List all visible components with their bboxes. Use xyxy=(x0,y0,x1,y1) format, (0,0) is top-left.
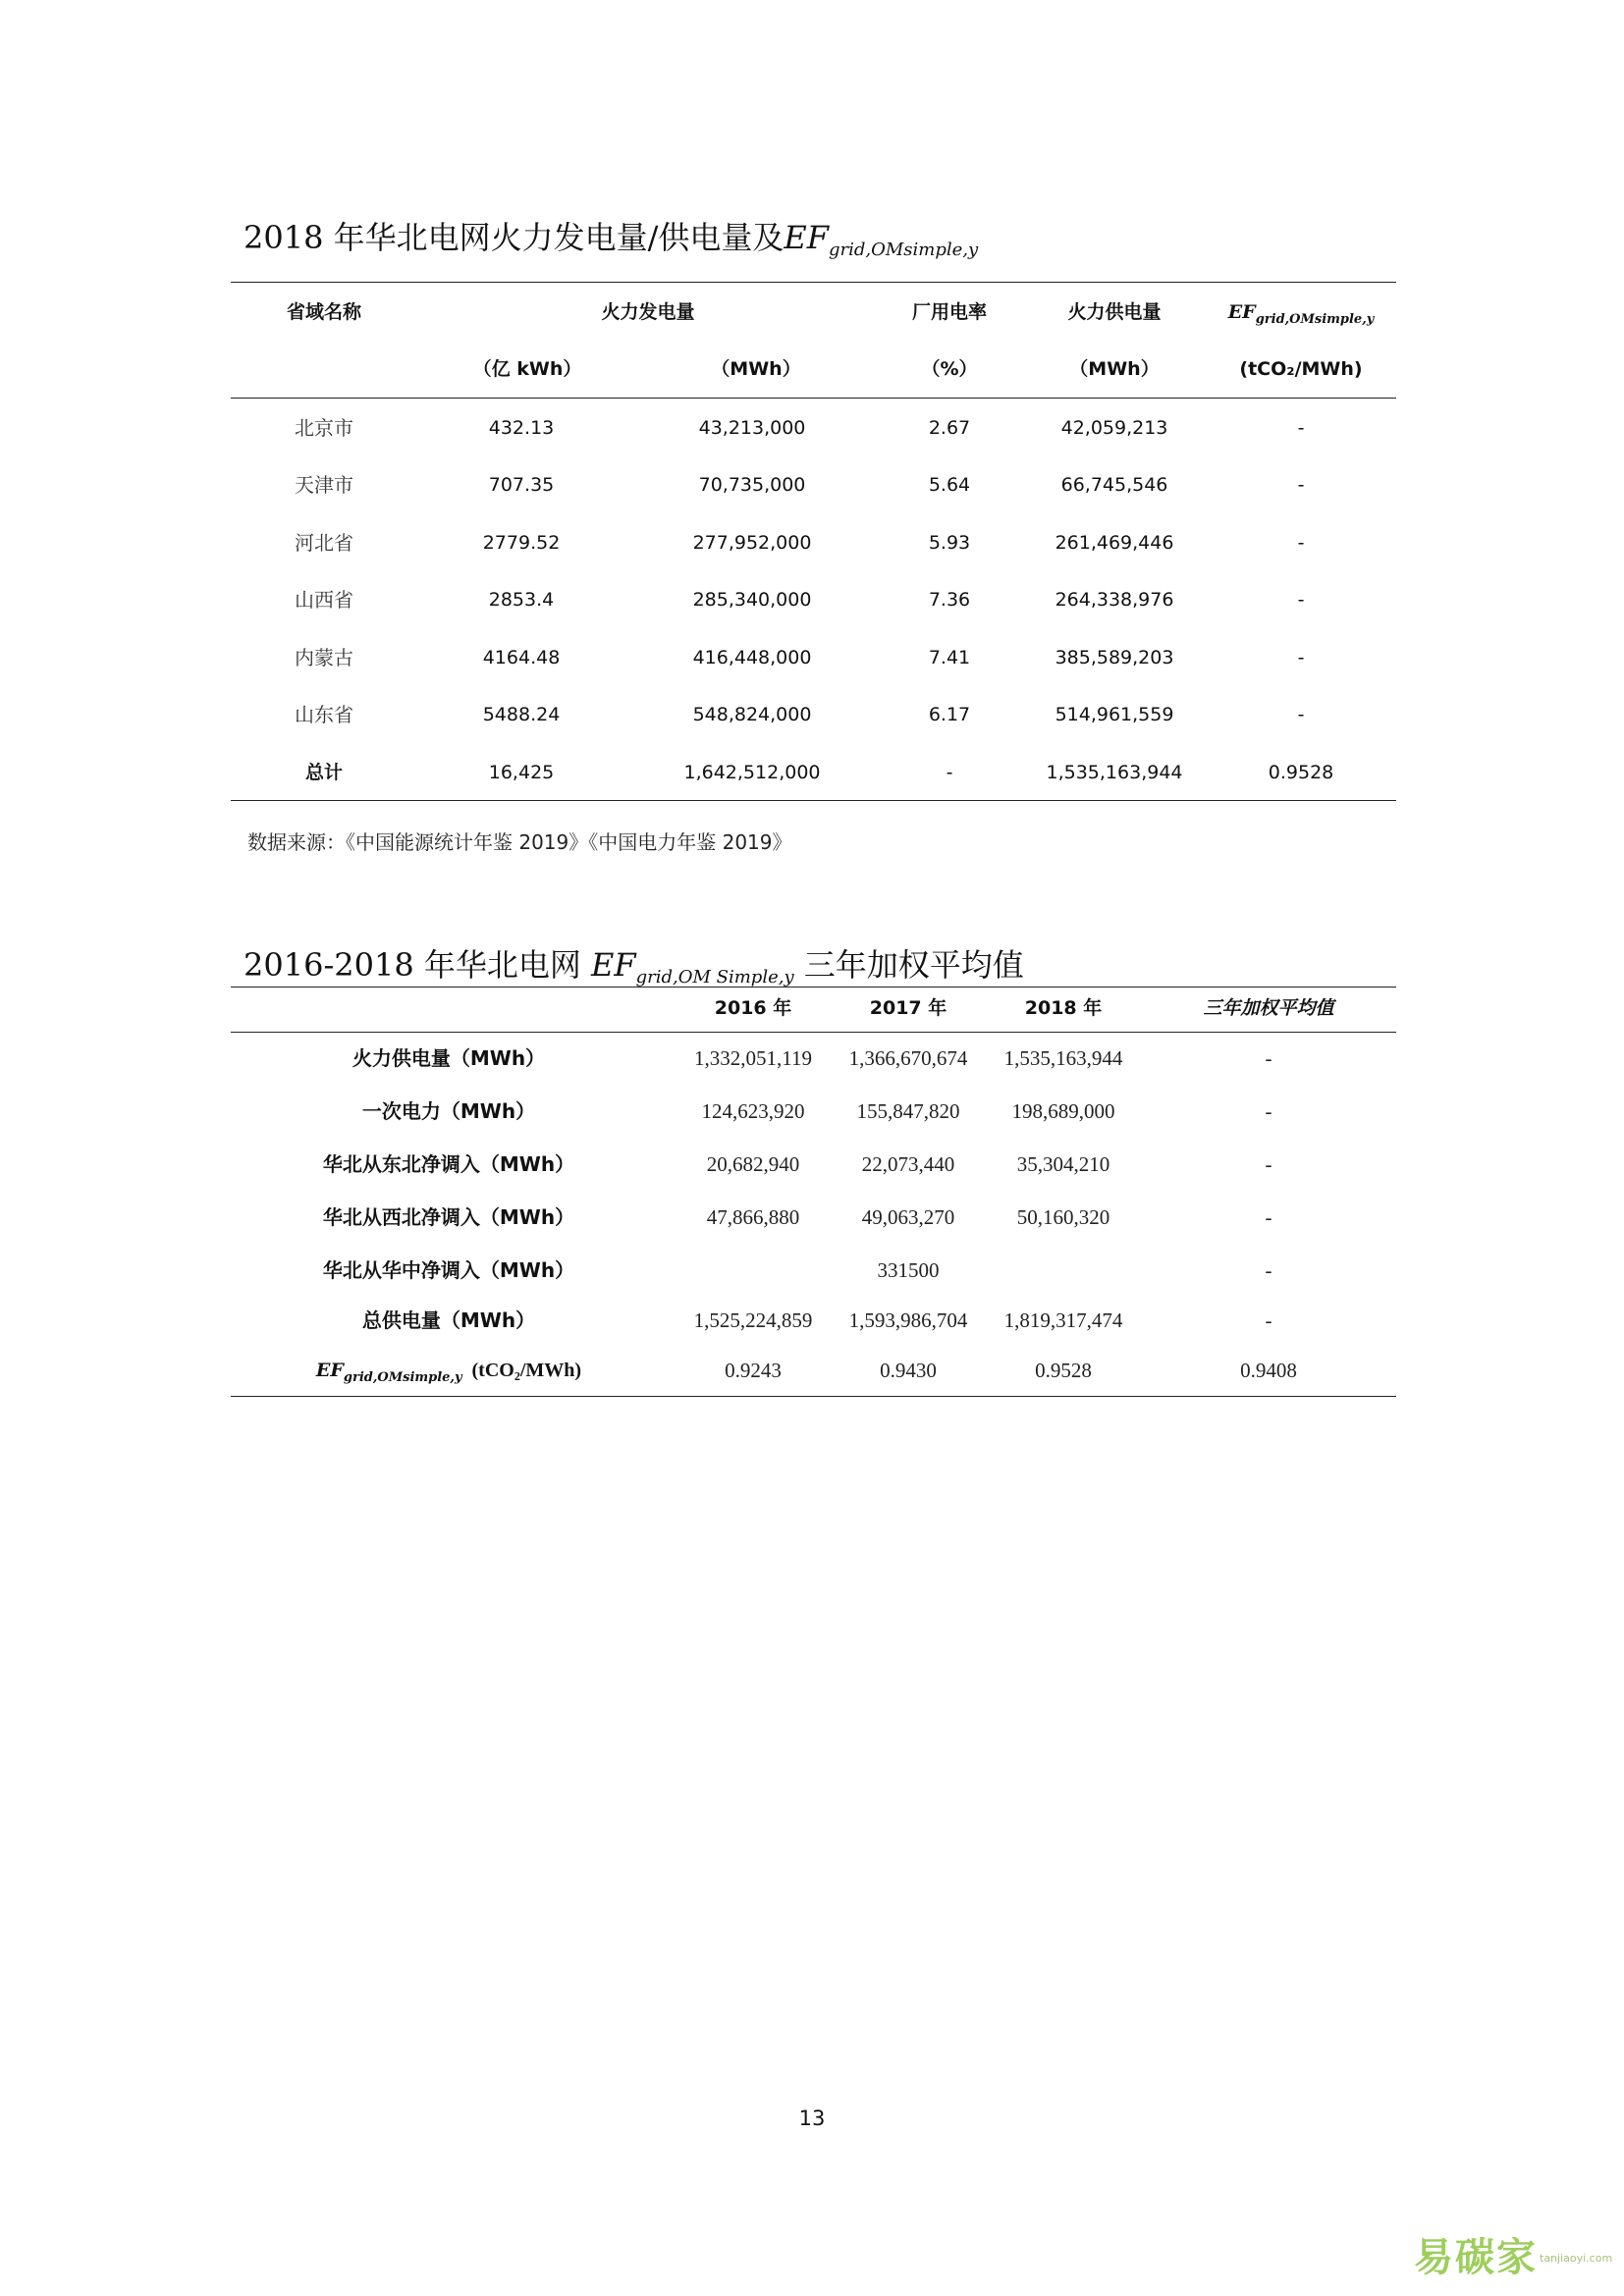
table2-cell-2018: 1,535,163,944 xyxy=(1003,1046,1123,1070)
table1-cell-rate: - xyxy=(946,762,953,783)
table1-cell-province: 内蒙古 xyxy=(295,646,353,669)
table2-ef-symbol: $EF_{grid,OMsimple,y}$ xyxy=(315,1360,462,1385)
table1-cell-ef: - xyxy=(1297,647,1305,668)
table1-cell-rate: 6.17 xyxy=(928,704,971,725)
watermark-subtext: tanjiaoyi.com xyxy=(1540,2252,1613,2265)
table1-cell-supply: 42,059,213 xyxy=(1060,417,1168,439)
table1-header-rule xyxy=(231,398,1396,399)
table2-cell-2017: 0.9430 xyxy=(880,1359,937,1382)
table1-header-generation: 火力发电量 xyxy=(601,301,695,323)
table1-cell-gen-kwh: 2853.4 xyxy=(488,589,555,611)
table2-cell-avg: - xyxy=(1265,1152,1272,1176)
table2-cell-2017: 155,847,820 xyxy=(856,1099,960,1123)
table1-cell-province: 总计 xyxy=(304,762,344,783)
table1-cell-province: 山西省 xyxy=(295,588,353,612)
table2-cell-label: 华北从西北净调入（MWh） xyxy=(322,1205,575,1229)
table1-cell-gen-mwh: 277,952,000 xyxy=(692,532,812,554)
table2-cell-2018: 50,160,320 xyxy=(1016,1205,1110,1229)
table1-cell-ef: - xyxy=(1297,704,1305,725)
table2-header-2018: 2018 年 xyxy=(1024,997,1103,1019)
table2-title-suffix: 三年加权平均值 xyxy=(793,946,1024,984)
table1-cell-gen-mwh: 70,735,000 xyxy=(698,474,806,496)
table1-cell-gen-mwh: 548,824,000 xyxy=(692,704,812,725)
table1-cell-rate: 5.64 xyxy=(928,474,971,496)
table2-cell-2017: 22,073,440 xyxy=(861,1152,955,1176)
table2-cell-2018: 1,819,317,474 xyxy=(1003,1308,1123,1332)
table2-header-2016: 2016 年 xyxy=(714,997,792,1019)
table2-header-avg: 三年加权平均值 xyxy=(1203,997,1334,1019)
table2-title xyxy=(244,945,1024,997)
table1-cell-supply: 66,745,546 xyxy=(1060,474,1168,496)
table2-cell-2016: 1,525,224,859 xyxy=(693,1308,813,1332)
table1-cell-gen-kwh: 707.35 xyxy=(488,474,555,496)
table2-title-ef: $EF_{grid,OM Simple,y}$ xyxy=(591,946,794,988)
table2-cell-avg: 0.9408 xyxy=(1240,1359,1297,1382)
table2-cell-label: 华北从华中净调入（MWh） xyxy=(322,1258,575,1282)
table1-cell-supply: 264,338,976 xyxy=(1055,589,1174,611)
table1-cell-rate: 7.36 xyxy=(928,589,971,611)
table1-header-gen-unit-mwh: （MWh） xyxy=(711,358,801,380)
table1-cell-gen-kwh: 432.13 xyxy=(488,417,555,439)
table2-bottom-rule xyxy=(231,1396,1396,1397)
table1-bottom-rule xyxy=(231,800,1396,801)
table2-cell-2017: 1,593,986,704 xyxy=(848,1308,968,1332)
table1-cell-supply: 261,469,446 xyxy=(1055,532,1174,554)
table2-cell-label: 火力供电量（MWh） xyxy=(352,1046,546,1070)
table1-header-ef-unit: (tCO₂/MWh) xyxy=(1239,358,1363,380)
table1-cell-province: 河北省 xyxy=(295,531,353,555)
table2-cell-2016: 1,332,051,119 xyxy=(694,1046,812,1070)
table2-cell-2016: 124,623,920 xyxy=(701,1099,805,1123)
table1-source-note: 数据来源：《中国能源统计年鉴 2019》《中国电力年鉴 2019》 xyxy=(247,830,792,854)
table2-cell-2016: 20,682,940 xyxy=(706,1152,800,1176)
table2-cell-2016: 0.9243 xyxy=(725,1359,782,1382)
table2-header-rule xyxy=(231,1032,1396,1033)
table1-cell-gen-mwh: 1,642,512,000 xyxy=(683,762,821,783)
table2-header-2017: 2017 年 xyxy=(869,997,947,1019)
table1-cell-ef: - xyxy=(1297,589,1305,611)
table1-cell-rate: 5.93 xyxy=(928,532,971,554)
table2-cell-2017: 49,063,270 xyxy=(861,1205,955,1229)
table2-cell-ef-label xyxy=(316,1357,581,1392)
table2-cell-avg: - xyxy=(1265,1258,1272,1282)
table1-title-ef: $EF_{grid,OMsimple,y}$ xyxy=(784,219,979,260)
table1-header-supply-unit: （MWh） xyxy=(1069,358,1160,380)
watermark-logo xyxy=(1414,2226,1613,2285)
table1-cell-gen-kwh: 4164.48 xyxy=(482,647,561,668)
table1-cell-province: 北京市 xyxy=(295,416,353,440)
table1-cell-rate: 7.41 xyxy=(928,647,971,668)
table2-cell-2016: 47,866,880 xyxy=(706,1205,800,1229)
table1-cell-supply: 1,535,163,944 xyxy=(1046,762,1183,783)
table1-cell-gen-kwh: 2779.52 xyxy=(482,532,561,554)
table1-cell-gen-mwh: 416,448,000 xyxy=(692,647,812,668)
table2-cell-2018: 0.9528 xyxy=(1035,1359,1092,1382)
table1-cell-rate: 2.67 xyxy=(928,417,971,439)
table2-cell-2018: 198,689,000 xyxy=(1011,1099,1115,1123)
table1-title-prefix: 2018 年华北电网火力发电量/供电量及 xyxy=(244,219,785,256)
table2-cell-2018: 35,304,210 xyxy=(1016,1152,1110,1176)
table1-cell-province: 天津市 xyxy=(295,473,353,497)
table2-cell-avg: - xyxy=(1265,1099,1272,1123)
table1-cell-ef: - xyxy=(1297,417,1305,439)
table1-cell-supply: 385,589,203 xyxy=(1055,647,1174,668)
table1-header-gen-unit-kwh: （亿 kWh） xyxy=(472,358,582,380)
table1-header-supply: 火力供电量 xyxy=(1067,301,1162,323)
table1-cell-ef: 0.9528 xyxy=(1268,762,1334,783)
table2-top-rule xyxy=(231,987,1396,988)
table2-cell-label: 华北从东北净调入（MWh） xyxy=(322,1152,575,1176)
table2-cell-label: 一次电力（MWh） xyxy=(361,1099,536,1123)
table1-title xyxy=(244,218,978,270)
table1-header-province: 省域名称 xyxy=(286,301,362,323)
table2-ef-unit: (tCO₂/MWh) xyxy=(471,1360,582,1381)
table1-cell-gen-mwh: 43,213,000 xyxy=(698,417,806,439)
table1-cell-gen-kwh: 5488.24 xyxy=(482,704,561,725)
page-number: 13 xyxy=(798,2107,826,2130)
watermark-text: 易碳家 xyxy=(1414,2235,1538,2280)
table1-cell-gen-kwh: 16,425 xyxy=(488,762,555,783)
table1-cell-ef: - xyxy=(1297,532,1305,554)
table1-top-rule xyxy=(231,282,1396,283)
table2-cell-avg: - xyxy=(1265,1205,1272,1229)
table1-cell-ef: - xyxy=(1297,474,1305,496)
table2-cell-2017: 331500 xyxy=(877,1258,940,1282)
table1-cell-gen-mwh: 285,340,000 xyxy=(692,589,812,611)
table2-cell-avg: - xyxy=(1265,1308,1272,1332)
table1-header-aux-unit: （%） xyxy=(921,358,978,380)
table2-cell-label: 总供电量（MWh） xyxy=(361,1308,536,1332)
table1-header-ef: $EF_{grid,OMsimple,y}$ xyxy=(1227,301,1375,327)
table1-header-aux-rate: 厂用电率 xyxy=(911,301,988,323)
table2-cell-2017: 1,366,670,674 xyxy=(848,1046,968,1070)
table2-cell-avg: - xyxy=(1265,1046,1272,1070)
table2-title-prefix: 2016-2018 年华北电网 xyxy=(244,946,592,984)
table1-cell-province: 山东省 xyxy=(295,703,353,726)
table1-cell-supply: 514,961,559 xyxy=(1055,704,1174,725)
